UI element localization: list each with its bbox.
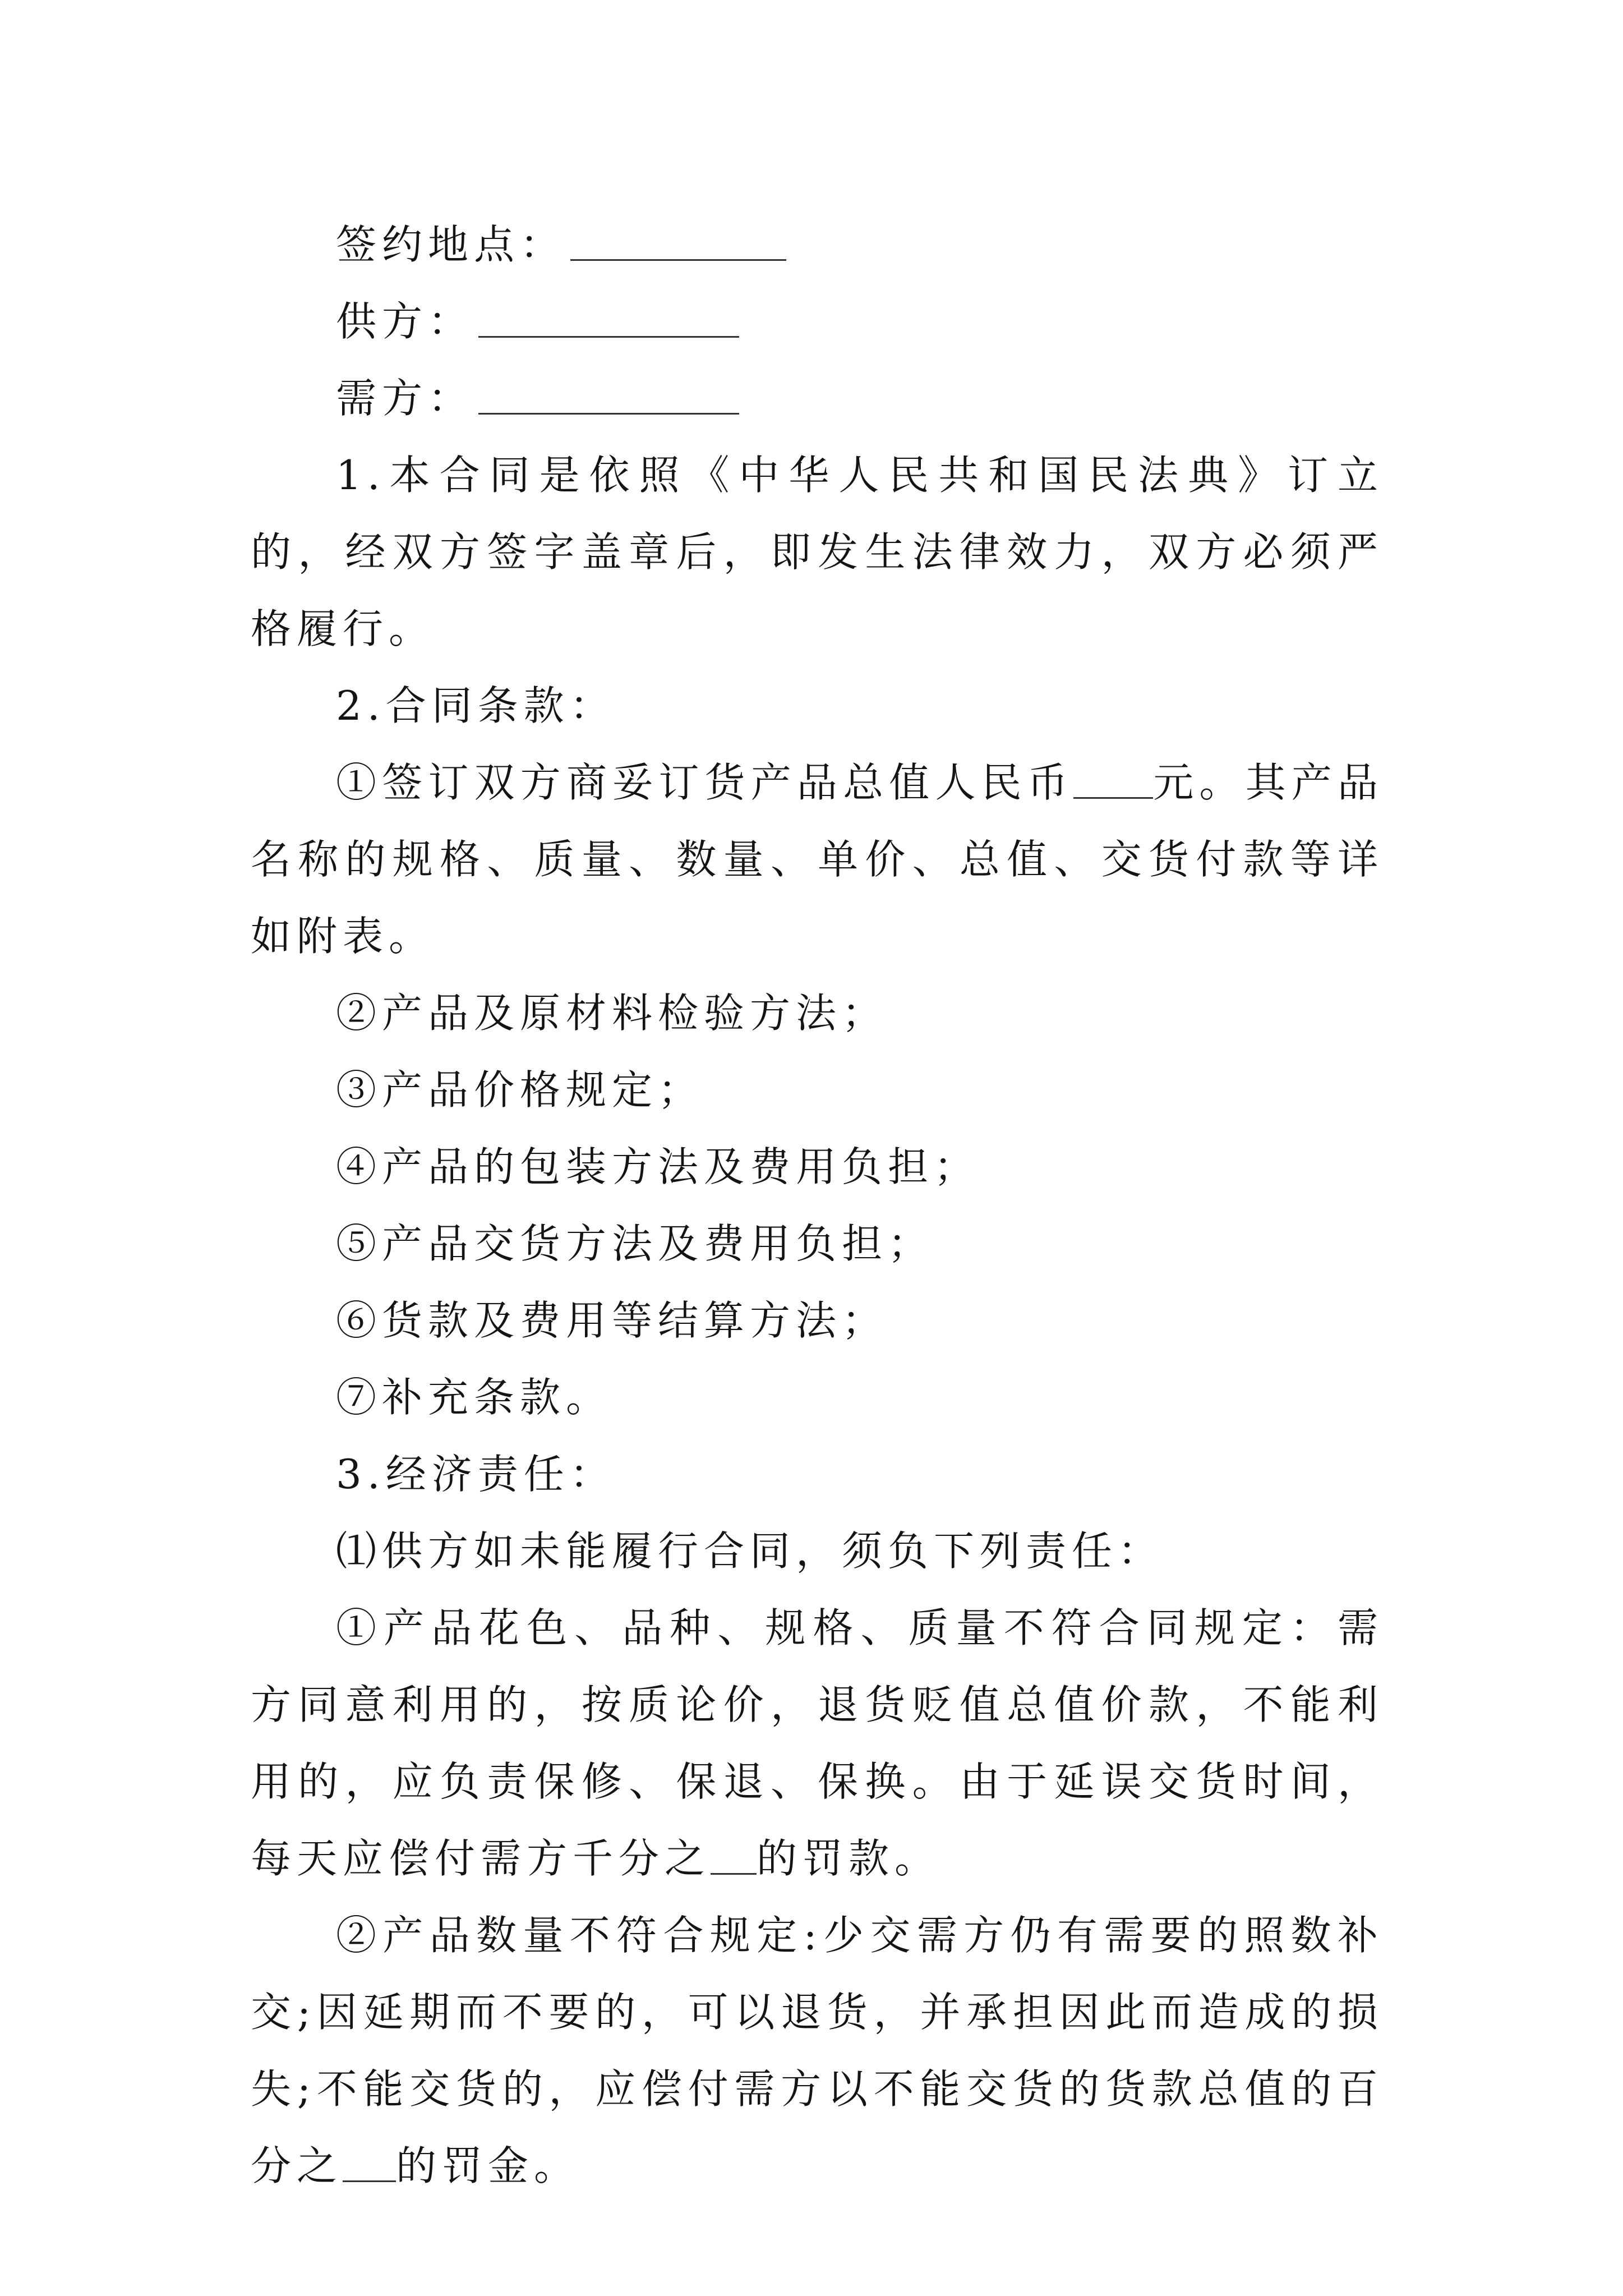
buyer-line — [251, 360, 1384, 437]
clause-2-item-3: ③产品价格规定； — [336, 1066, 704, 1114]
clause-3-sub-1: ⑴供方如未能履行合同，须负下列责任： — [336, 1527, 1164, 1575]
total-amount-blank[interactable] — [1073, 762, 1153, 799]
percent-penalty-blank[interactable] — [343, 2146, 396, 2182]
liability-1-text-after: 的罚款。 — [757, 1835, 941, 1882]
item-1-text-before: ①签订双方商妥订货产品总值人民币 — [336, 759, 1074, 806]
item-1-text-after: 元。其产品名称的规格、质量、数量、单价、总值、交货付款等详如附表。 — [251, 759, 1384, 960]
contract-body — [251, 206, 1384, 2205]
clause-1-legal-basis: 1.本合同是依照《中华人民共和国民法典》订立的，经双方签字盖章后，即发生法律效力，双方必须严格履行。 — [251, 452, 1384, 652]
signing-place-line — [251, 206, 1384, 283]
signing-place-label: 签约地点： — [336, 221, 566, 268]
clause-2-item-7: ⑦补充条款。 — [336, 1374, 612, 1421]
liability-2-text-before: ②产品数量不符合规定:少交需方仍有需要的照数补交;因延期而不要的，可以退货，并承担因此而造成的损失;不能交货的，应偿付需方以不能交货的货款总值的百分之 — [251, 1912, 1384, 2189]
buyer-label: 需方： — [336, 375, 474, 422]
liability-2-text-after: 的罚金。 — [396, 2142, 580, 2189]
supplier-blank[interactable] — [478, 301, 739, 338]
supplier-line — [251, 283, 1384, 360]
clause-2-item-4: ④产品的包装方法及费用负担； — [336, 1143, 980, 1190]
buyer-blank[interactable] — [478, 378, 739, 415]
supplier-label: 供方： — [336, 298, 474, 345]
permille-penalty-blank[interactable] — [711, 1838, 757, 1875]
liability-item-2 — [251, 1897, 1384, 2205]
liability-item-1 — [251, 1590, 1384, 1897]
clause-2-item-5: ⑤产品交货方法及费用负担； — [336, 1220, 934, 1267]
clause-2-heading: 2.合同条款： — [336, 682, 616, 729]
clause-2-item-1 — [251, 744, 1384, 975]
signing-place-blank[interactable] — [570, 224, 786, 261]
clause-2-item-6: ⑥货款及费用等结算方法； — [336, 1297, 888, 1344]
liability-1-text-before: ①产品花色、品种、规格、质量不符合同规定：需方同意利用的，按质论价，退货贬值总值价款，不能利用的，应负责保修、保退、保换。由于延误交货时间，每天应偿付需方千分之 — [251, 1604, 1384, 1882]
clause-3-heading: 3.经济责任： — [336, 1451, 616, 1498]
clause-2-item-2: ②产品及原材料检验方法； — [336, 990, 888, 1037]
